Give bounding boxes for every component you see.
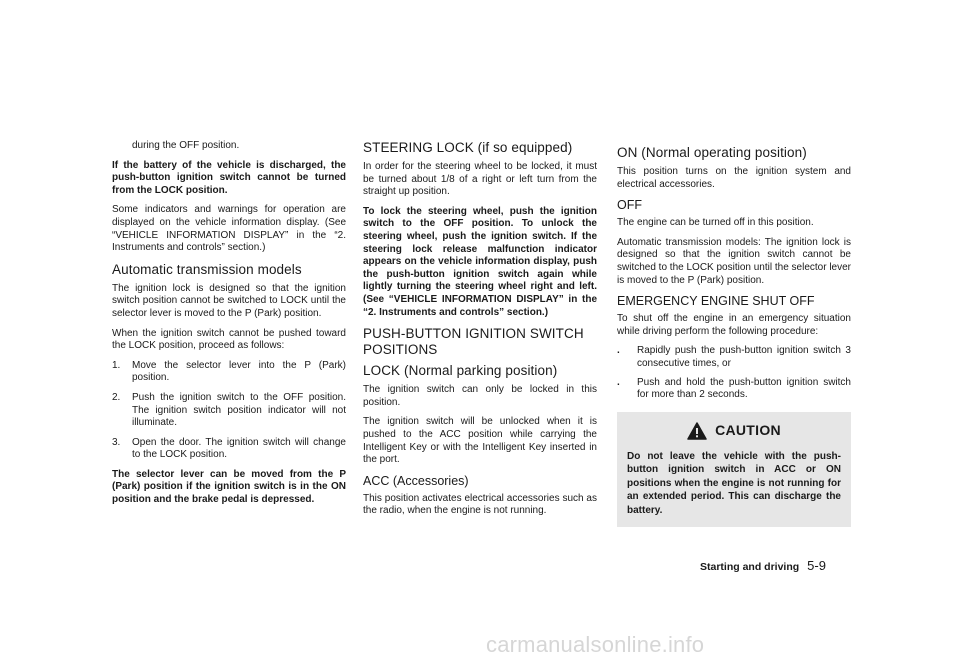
steering-lock-instructions: To lock the steering wheel, push the ignition switch to the OFF position. To unlock the steering wheel, push the ignition switch. If the steering lock release malfunction indicator appears on the vehicle information display, push the push-button ignition switch again while lightly turning the steering wheel right and left. (See “VEHICLE INFORMATION DISPLAY” in the “2. Instruments and controls” section.) xyxy=(363,205,597,318)
bullet-text: Rapidly push the push-button ignition switch 3 consecutive times, or xyxy=(637,345,851,369)
on-paragraph: This position turns on the ignition system and electrical accessories. xyxy=(617,166,851,190)
selector-lever-note: The selector lever can be moved from the P (Park) position if the ignition switch is in the ON position and the brake pedal is depressed. xyxy=(112,468,346,506)
caution-header xyxy=(627,422,841,440)
section-name: Starting and driving xyxy=(700,561,800,573)
bullet-item xyxy=(617,377,851,402)
procedure-intro: When the ignition switch cannot be pushed toward the LOCK position, proceed as follows: xyxy=(112,327,346,352)
column-middle xyxy=(363,140,597,525)
step-text: Open the door. The ignition switch will change to the LOCK position. xyxy=(132,436,346,461)
watermark: carmanualsonline.info xyxy=(486,632,705,657)
heading-push-button-positions: PUSH-BUTTON IGNITION SWITCH POSITIONS xyxy=(363,326,584,358)
caution-body: Do not leave the vehicle with the push-button ignition switch in ACC or ON positions when the engine is not running for an extended period. This can discharge the battery. xyxy=(627,450,841,516)
step-number: 3. xyxy=(112,436,121,448)
heading-steering-lock: STEERING LOCK (if so equipped) xyxy=(363,140,573,155)
bullet-marker: . xyxy=(617,345,620,357)
bullet-item xyxy=(617,345,851,370)
unlock-paragraph: The ignition switch will be unlocked when it is pushed to the ACC position while carrying the Intelligent Key or with the Intelligent Key inserted in the port. xyxy=(363,416,597,466)
step-number: 1. xyxy=(112,359,121,371)
warning-triangle-icon xyxy=(687,422,707,440)
heading-lock-position: LOCK (Normal parking position) xyxy=(363,363,558,379)
steering-turn-paragraph: In order for the steering wheel to be locked, it must be turned about 1/8 of a right or left turn from the straight up position. xyxy=(363,161,597,198)
emergency-intro: To shut off the engine in an emergency situation while driving perform the following procedure: xyxy=(617,313,851,337)
step-item xyxy=(112,392,346,430)
lock-only-paragraph: The ignition switch can only be locked in this position. xyxy=(363,384,597,408)
page-footer xyxy=(700,558,826,573)
acc-paragraph: This position activates electrical accessories such as the radio, when the engine is not running. xyxy=(363,492,597,517)
step-text: Push the ignition switch to the OFF position. The ignition switch position indicator will not illuminate. xyxy=(132,391,346,429)
heading-acc: ACC (Accessories) xyxy=(363,473,469,488)
column-right xyxy=(617,140,851,527)
ignition-lock-paragraph: The ignition lock is designed so that the ignition switch position cannot be switched to LOCK until the selector lever is moved to the P (Park) position. xyxy=(112,282,346,319)
bullet-marker: . xyxy=(617,376,620,388)
caution-box xyxy=(617,412,851,528)
auto-transmission-paragraph: Automatic transmission models: The ignition lock is designed so that the ignition switch cannot be switched to the LOCK position until the selector lever is moved to the P (Park) position. xyxy=(617,236,852,286)
continued-text: during the OFF position. xyxy=(132,140,240,151)
indicator-paragraph: Some indicators and warnings for operation are displayed on the vehicle information display. (See “VEHICLE INFORMATION DISPLAY” in the “2. Instruments and controls” section.) xyxy=(112,204,346,254)
heading-off: OFF xyxy=(617,198,642,213)
page-number: 5-9 xyxy=(807,558,826,573)
battery-warning-text: If the battery of the vehicle is discharged, the push-button ignition switch cannot be turned from the LOCK position. xyxy=(112,159,346,196)
step-number: 2. xyxy=(112,391,121,403)
heading-automatic-transmission: Automatic transmission models xyxy=(112,261,302,277)
heading-emergency-shutoff: EMERGENCY ENGINE SHUT OFF xyxy=(617,294,815,309)
step-item xyxy=(112,360,346,385)
heading-on-position: ON (Normal operating position) xyxy=(617,145,807,160)
caution-title: CAUTION xyxy=(715,422,781,439)
off-paragraph: The engine can be turned off in this position. xyxy=(617,217,814,229)
step-text: Move the selector lever into the P (Park) position. xyxy=(132,359,346,384)
bullet-text: Push and hold the push-button ignition switch for more than 2 seconds. xyxy=(637,376,851,401)
column-left xyxy=(112,140,346,514)
step-item xyxy=(112,437,346,462)
